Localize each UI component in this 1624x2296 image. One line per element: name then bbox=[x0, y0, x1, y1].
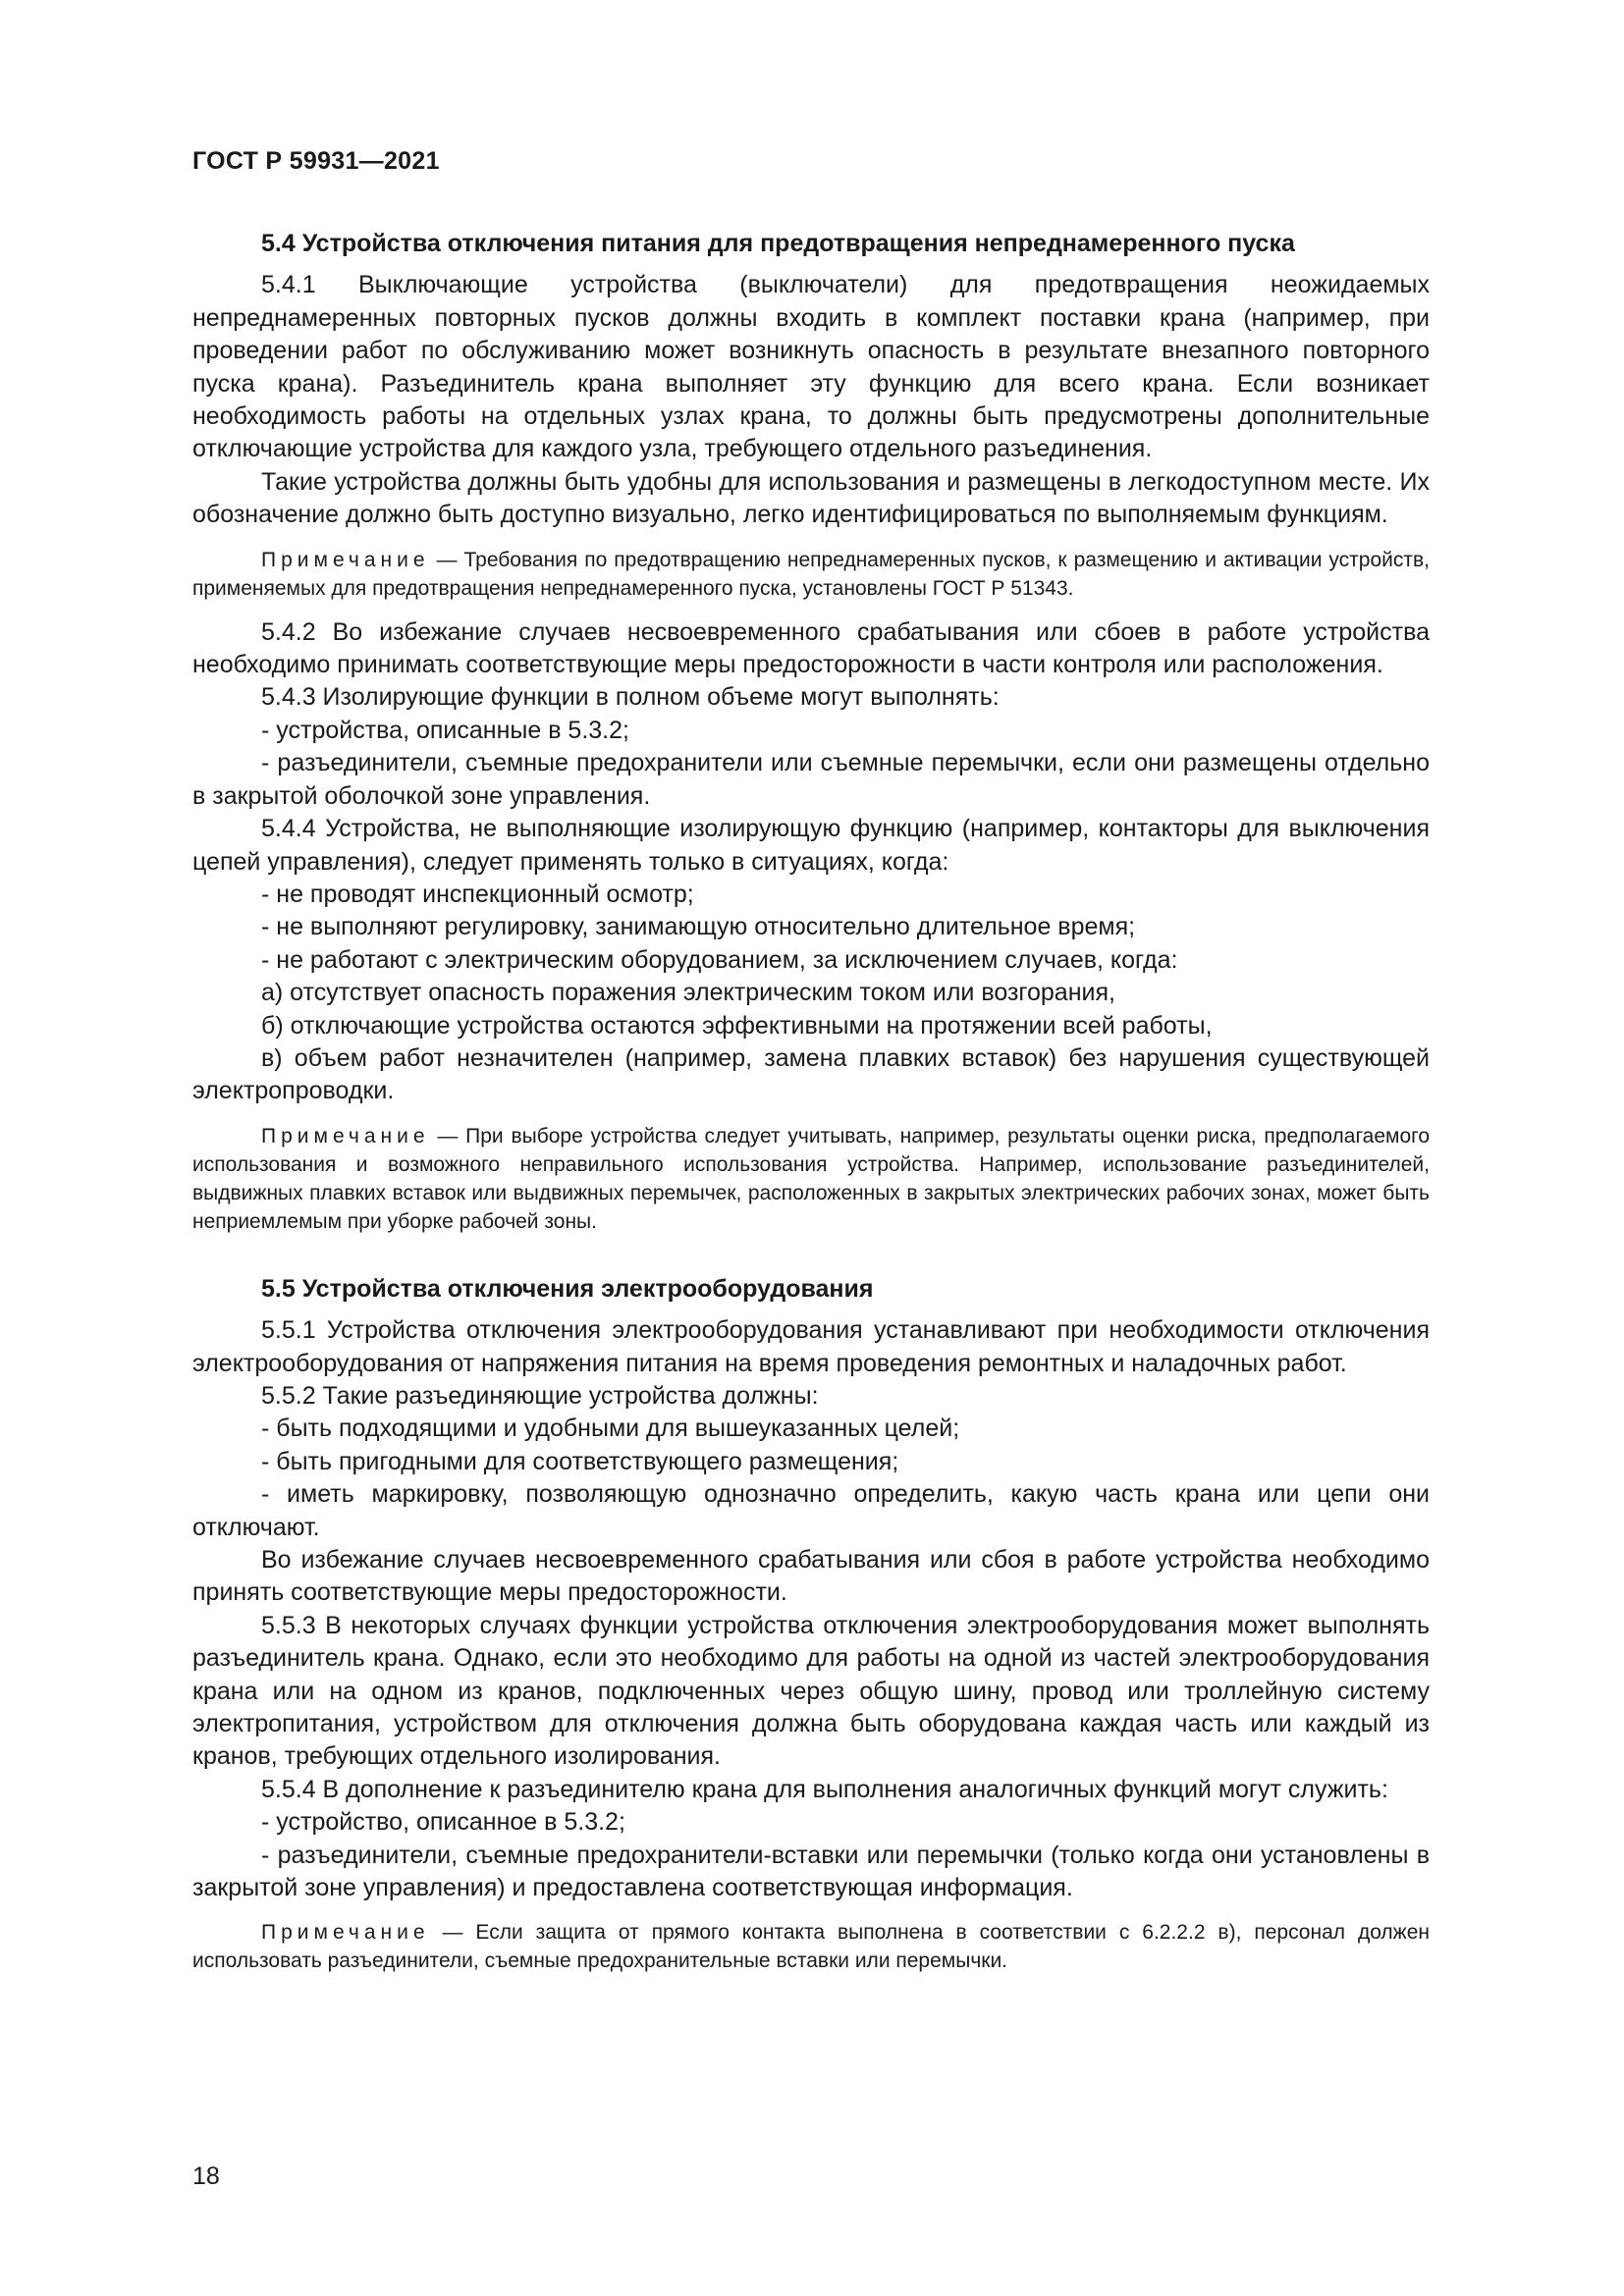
paragraph-5-4-1: 5.4.1 Выключающие устройства (выключатели) для предотвращения неожидаемых непреднамеренных повторных пусков должны входить в комплект поставки крана (например, при проведении работ по обслуживанию может возникнуть опасность в результате внезапного повторного пуска крана). Разъединитель крана выполняет эту функцию для всего крана. Если возникает необходимость работы на отдельных узлах крана, то должны быть предусмотрены дополнительные отключающие устройства для каждого узла, требующего отдельного разъединения. bbox=[192, 271, 1430, 463]
document-body bbox=[192, 228, 1430, 1975]
list-item: - устройства, описанные в 5.3.2; bbox=[261, 716, 629, 744]
note-1-text: — Требования по предотвращению непреднамеренных пусков, к размещению и активации устройств, применяемых для предотвращения непреднамеренного пуска, установлены ГОСТ Р 51343. bbox=[192, 548, 1430, 600]
note-3-label: Примечание bbox=[261, 1921, 430, 1945]
paragraph-5-4-2: 5.4.2 Во избежание случаев несвоевременного срабатывания или сбоев в работе устройства необходимо принимать соответствующие меры предосторожности в части контроля или расположения. bbox=[192, 617, 1430, 679]
list-item: - быть пригодными для соответствующего размещения; bbox=[261, 1447, 899, 1475]
list-item: - иметь маркировку, позволяющую однозначно определить, какую часть крана или цепи они отключают. bbox=[192, 1480, 1430, 1541]
paragraph-5-5-1: 5.5.1 Устройства отключения электрооборудования устанавливают при необходимости отключения электрооборудования от напряжения питания на время проведения ремонтных и наладочных работ. bbox=[192, 1316, 1430, 1377]
list-item: а) отсутствует опасность поражения электрическим током или возгорания, bbox=[261, 979, 1115, 1007]
paragraph-5-5-3: 5.5.3 В некоторых случаях функции устройства отключения электрооборудования может выполнять разъединитель крана. Однако, если это необходимо для работы на одной из частей электрооборудования крана или на одном из кранов, подключенных через общую шину, провод или троллейную систему электропитания, устройством для отключения должна быть оборудована каждая часть или каждый из кранов, требующих отдельного изолирования. bbox=[192, 1611, 1430, 1771]
document-header: ГОСТ Р 59931—2021 bbox=[192, 147, 440, 175]
page-number: 18 bbox=[192, 2163, 220, 2190]
note-1 bbox=[192, 546, 1430, 603]
section-5-5-heading: 5.5 Устройства отключения электрооборудования bbox=[261, 1274, 874, 1303]
paragraph-5-5-2-cont: Во избежание случаев несвоевременного срабатывания или сбоя в работе устройства необходимо принять соответствующие меры предосторожности. bbox=[192, 1546, 1430, 1607]
paragraph-5-4-4: 5.4.4 Устройства, не выполняющие изолирующую функцию (например, контакторы для выключения цепей управления), следует применять только в ситуациях, когда: bbox=[192, 815, 1430, 876]
list-item: - устройство, описанное в 5.3.2; bbox=[261, 1808, 625, 1837]
section-5-4-heading: 5.4 Устройства отключения питания для предотвращения непреднамеренного пуска bbox=[261, 230, 1295, 257]
list-item: - быть подходящими и удобными для вышеуказанных целей; bbox=[261, 1415, 960, 1443]
list-item: б) отключающие устройства остаются эффективными на протяжении всей работы, bbox=[261, 1011, 1213, 1040]
list-item: - разъединители, съемные предохранители-вставки или перемычки (только когда они установлены в закрытой зоне управления) и предоставлена соответствующая информация. bbox=[192, 1841, 1430, 1902]
note-3-text: — Если защита от прямого контакта выполнена в соответствии с 6.2.2.2 в), персонал должен использовать разъединители, съемные предохранительные вставки или перемычки. bbox=[192, 1921, 1430, 1973]
paragraph-5-4-1-cont: Такие устройства должны быть удобны для использования и размещены в легкодоступном месте. Их обозначение должно быть доступно визуально, легко идентифицироваться по выполняемым функциям. bbox=[192, 467, 1430, 529]
note-3 bbox=[192, 1918, 1430, 1975]
list-item: - не выполняют регулировку, занимающую относительно длительное время; bbox=[261, 913, 1136, 941]
list-item: - не проводят инспекционный осмотр; bbox=[261, 880, 694, 908]
list-item: в) объем работ незначителен (например, замена плавких вставок) без нарушения существующей электропроводки. bbox=[192, 1043, 1430, 1105]
list-item: - не работают с электрическим оборудованием, за исключением случаев, когда: bbox=[261, 945, 1178, 974]
paragraph-5-4-3: 5.4.3 Изолирующие функции в полном объеме могут выполнять: bbox=[261, 683, 1000, 712]
paragraph-5-5-2: 5.5.2 Такие разъединяющие устройства должны: bbox=[261, 1381, 819, 1410]
note-1-label: Примечание bbox=[261, 548, 430, 571]
note-2-text: — При выборе устройства следует учитывать, например, результаты оценки риска, предполагаемого использования и возможного неправильного использования устройства. Например, использование разъединителей, выдвижных плавких вставок или выдвижных перемычек, расположенных в закрытых электрических рабочих зонах, может быть неприемлемым при уборке рабочей зоны. bbox=[192, 1124, 1430, 1233]
note-2 bbox=[192, 1122, 1430, 1236]
paragraph-5-5-4: 5.5.4 В дополнение к разъединителю крана для выполнения аналогичных функций могут служить: bbox=[261, 1775, 1388, 1803]
list-item: - разъединители, съемные предохранители или съемные перемычки, если они размещены отдельно в закрытой оболочкой зоне управления. bbox=[192, 749, 1430, 810]
note-2-label: Примечание bbox=[261, 1124, 430, 1148]
